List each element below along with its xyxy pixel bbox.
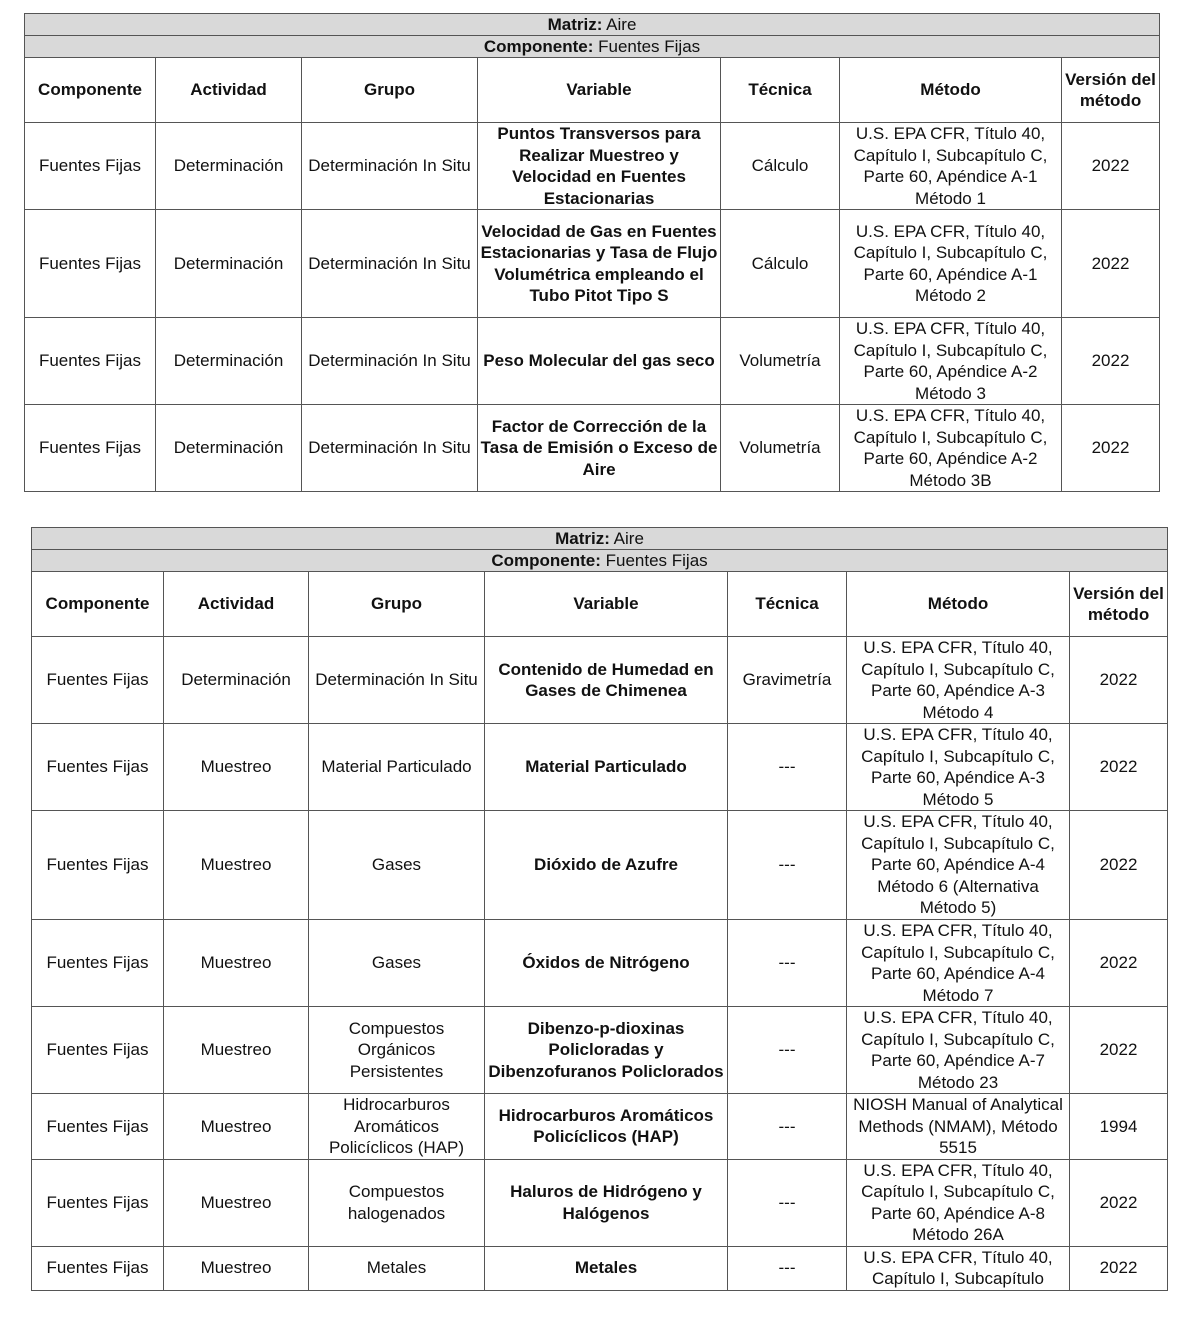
cell-tecnica: --- [728, 920, 847, 1007]
cell-tecnica: Cálculo [721, 123, 840, 210]
cell-componente: Fuentes Fijas [32, 1007, 164, 1094]
table-row [25, 123, 1160, 210]
cell-componente: Fuentes Fijas [32, 920, 164, 1007]
header-variable: Variable [478, 58, 721, 123]
cell-metodo: U.S. EPA CFR, Título 40, Capítulo I, Subcapítulo C, Parte 60, Apéndice A-4 Método 6 (Alternativa Método 5) [847, 811, 1070, 920]
cell-grupo: Determinación In Situ [302, 210, 478, 318]
matriz-value: Aire [613, 528, 644, 548]
cell-metodo: U.S. EPA CFR, Título 40, Capítulo I, Subcapítulo [847, 1246, 1070, 1290]
cell-actividad: Determinación [156, 210, 302, 318]
cell-componente: Fuentes Fijas [25, 210, 156, 318]
cell-actividad: Muestreo [164, 1094, 309, 1160]
header-version: Versión del método [1062, 58, 1160, 123]
cell-metodo: U.S. EPA CFR, Título 40, Capítulo I, Subcapítulo C, Parte 60, Apéndice A-1 Método 2 [840, 210, 1062, 318]
cell-metodo: U.S. EPA CFR, Título 40, Capítulo I, Subcapítulo C, Parte 60, Apéndice A-7 Método 23 [847, 1007, 1070, 1094]
componente-cell [25, 36, 1160, 58]
header-actividad: Actividad [156, 58, 302, 123]
componente-value: Fuentes Fijas [598, 36, 701, 56]
cell-variable: Velocidad de Gas en Fuentes Estacionarias y Tasa de Flujo Volumétrica empleando el Tubo Pitot Tipo S [478, 210, 721, 318]
table-row [32, 1246, 1168, 1290]
table-row [25, 318, 1160, 405]
table-row [32, 1159, 1168, 1246]
cell-version: 2022 [1070, 811, 1168, 920]
cell-version: 2022 [1070, 1007, 1168, 1094]
cell-actividad: Determinación [156, 405, 302, 492]
cell-grupo: Determinación In Situ [302, 318, 478, 405]
cell-actividad: Muestreo [164, 811, 309, 920]
table-row [32, 920, 1168, 1007]
cell-version: 2022 [1070, 1246, 1168, 1290]
cell-grupo: Material Particulado [309, 724, 485, 811]
table-row [25, 210, 1160, 318]
cell-grupo: Gases [309, 920, 485, 1007]
cell-variable: Óxidos de Nitrógeno [485, 920, 728, 1007]
matriz-band [25, 14, 1160, 36]
header-tecnica: Técnica [721, 58, 840, 123]
cell-componente: Fuentes Fijas [32, 637, 164, 724]
header-componente: Componente [25, 58, 156, 123]
cell-actividad: Determinación [156, 318, 302, 405]
componente-band [32, 550, 1168, 572]
componente-band [25, 36, 1160, 58]
table-row [32, 637, 1168, 724]
cell-actividad: Muestreo [164, 724, 309, 811]
cell-variable: Dibenzo-p-dioxinas Policloradas y Dibenzofuranos Policlorados [485, 1007, 728, 1094]
cell-variable: Hidrocarburos Aromáticos Policíclicos (HAP) [485, 1094, 728, 1160]
header-tecnica: Técnica [728, 572, 847, 637]
matriz-label: Matriz: [555, 528, 610, 548]
cell-variable: Factor de Corrección de la Tasa de Emisión o Exceso de Aire [478, 405, 721, 492]
componente-label: Componente: [483, 36, 594, 56]
cell-metodo: U.S. EPA CFR, Título 40, Capítulo I, Subcapítulo C, Parte 60, Apéndice A-8 Método 26A [847, 1159, 1070, 1246]
header-version: Versión del método [1070, 572, 1168, 637]
cell-variable: Dióxido de Azufre [485, 811, 728, 920]
cell-tecnica: Volumetría [721, 405, 840, 492]
cell-metodo: U.S. EPA CFR, Título 40, Capítulo I, Subcapítulo C, Parte 60, Apéndice A-3 Método 4 [847, 637, 1070, 724]
header-grupo: Grupo [302, 58, 478, 123]
cell-actividad: Muestreo [164, 1007, 309, 1094]
cell-version: 2022 [1070, 724, 1168, 811]
header-grupo: Grupo [309, 572, 485, 637]
cell-tecnica: Volumetría [721, 318, 840, 405]
cell-version: 2022 [1062, 210, 1160, 318]
matriz-label: Matriz: [547, 14, 603, 34]
table-row [32, 1007, 1168, 1094]
cell-tecnica: --- [728, 724, 847, 811]
cell-actividad: Muestreo [164, 920, 309, 1007]
cell-tecnica: --- [728, 1246, 847, 1290]
cell-variable: Contenido de Humedad en Gases de Chimenea [485, 637, 728, 724]
cell-version: 2022 [1070, 1159, 1168, 1246]
cell-componente: Fuentes Fijas [32, 1094, 164, 1160]
cell-grupo: Compuestos Orgánicos Persistentes [309, 1007, 485, 1094]
matriz-cell [25, 14, 1160, 36]
header-componente: Componente [32, 572, 164, 637]
header-metodo: Método [847, 572, 1070, 637]
cell-variable: Peso Molecular del gas seco [478, 318, 721, 405]
matriz-cell [32, 528, 1168, 550]
header-metodo: Método [840, 58, 1062, 123]
cell-version: 2022 [1070, 637, 1168, 724]
cell-grupo: Determinación In Situ [309, 637, 485, 724]
header-variable: Variable [485, 572, 728, 637]
cell-variable: Material Particulado [485, 724, 728, 811]
cell-version: 2022 [1062, 123, 1160, 210]
matrix-table-1 [24, 13, 1160, 492]
cell-metodo: U.S. EPA CFR, Título 40, Capítulo I, Subcapítulo C, Parte 60, Apéndice A-2 Método 3 [840, 318, 1062, 405]
header-row [25, 58, 1160, 123]
cell-grupo: Determinación In Situ [302, 123, 478, 210]
cell-componente: Fuentes Fijas [25, 405, 156, 492]
cell-actividad: Muestreo [164, 1159, 309, 1246]
cell-tecnica: --- [728, 1159, 847, 1246]
matrix-table-2 [31, 527, 1168, 1291]
matriz-band [32, 528, 1168, 550]
cell-componente: Fuentes Fijas [32, 1246, 164, 1290]
cell-metodo: U.S. EPA CFR, Título 40, Capítulo I, Subcapítulo C, Parte 60, Apéndice A-4 Método 7 [847, 920, 1070, 1007]
cell-version: 2022 [1062, 405, 1160, 492]
table-row [32, 1094, 1168, 1160]
header-row [32, 572, 1168, 637]
cell-componente: Fuentes Fijas [32, 724, 164, 811]
table-row [25, 405, 1160, 492]
cell-grupo: Determinación In Situ [302, 405, 478, 492]
cell-variable: Haluros de Hidrógeno y Halógenos [485, 1159, 728, 1246]
table-row [32, 724, 1168, 811]
cell-metodo: U.S. EPA CFR, Título 40, Capítulo I, Subcapítulo C, Parte 60, Apéndice A-2 Método 3B [840, 405, 1062, 492]
componente-cell [32, 550, 1168, 572]
table-row [32, 811, 1168, 920]
componente-value: Fuentes Fijas [605, 550, 708, 570]
matriz-value: Aire [606, 14, 637, 34]
cell-actividad: Determinación [164, 637, 309, 724]
cell-version: 2022 [1062, 318, 1160, 405]
cell-variable: Metales [485, 1246, 728, 1290]
cell-grupo: Hidrocarburos Aromáticos Policíclicos (HAP) [309, 1094, 485, 1160]
cell-metodo: U.S. EPA CFR, Título 40, Capítulo I, Subcapítulo C, Parte 60, Apéndice A-3 Método 5 [847, 724, 1070, 811]
cell-actividad: Muestreo [164, 1246, 309, 1290]
cell-componente: Fuentes Fijas [32, 811, 164, 920]
cell-tecnica: Cálculo [721, 210, 840, 318]
cell-metodo: NIOSH Manual of Analytical Methods (NMAM), Método 5515 [847, 1094, 1070, 1160]
header-actividad: Actividad [164, 572, 309, 637]
cell-variable: Puntos Transversos para Realizar Muestreo y Velocidad en Fuentes Estacionarias [478, 123, 721, 210]
cell-grupo: Gases [309, 811, 485, 920]
cell-componente: Fuentes Fijas [25, 318, 156, 405]
cell-metodo: U.S. EPA CFR, Título 40, Capítulo I, Subcapítulo C, Parte 60, Apéndice A-1 Método 1 [840, 123, 1062, 210]
cell-actividad: Determinación [156, 123, 302, 210]
cell-grupo: Metales [309, 1246, 485, 1290]
cell-version: 2022 [1070, 920, 1168, 1007]
cell-tecnica: --- [728, 811, 847, 920]
cell-componente: Fuentes Fijas [32, 1159, 164, 1246]
cell-tecnica: --- [728, 1007, 847, 1094]
cell-version: 1994 [1070, 1094, 1168, 1160]
cell-componente: Fuentes Fijas [25, 123, 156, 210]
cell-tecnica: --- [728, 1094, 847, 1160]
cell-grupo: Compuestos halogenados [309, 1159, 485, 1246]
componente-label: Componente: [491, 550, 601, 570]
cell-tecnica: Gravimetría [728, 637, 847, 724]
